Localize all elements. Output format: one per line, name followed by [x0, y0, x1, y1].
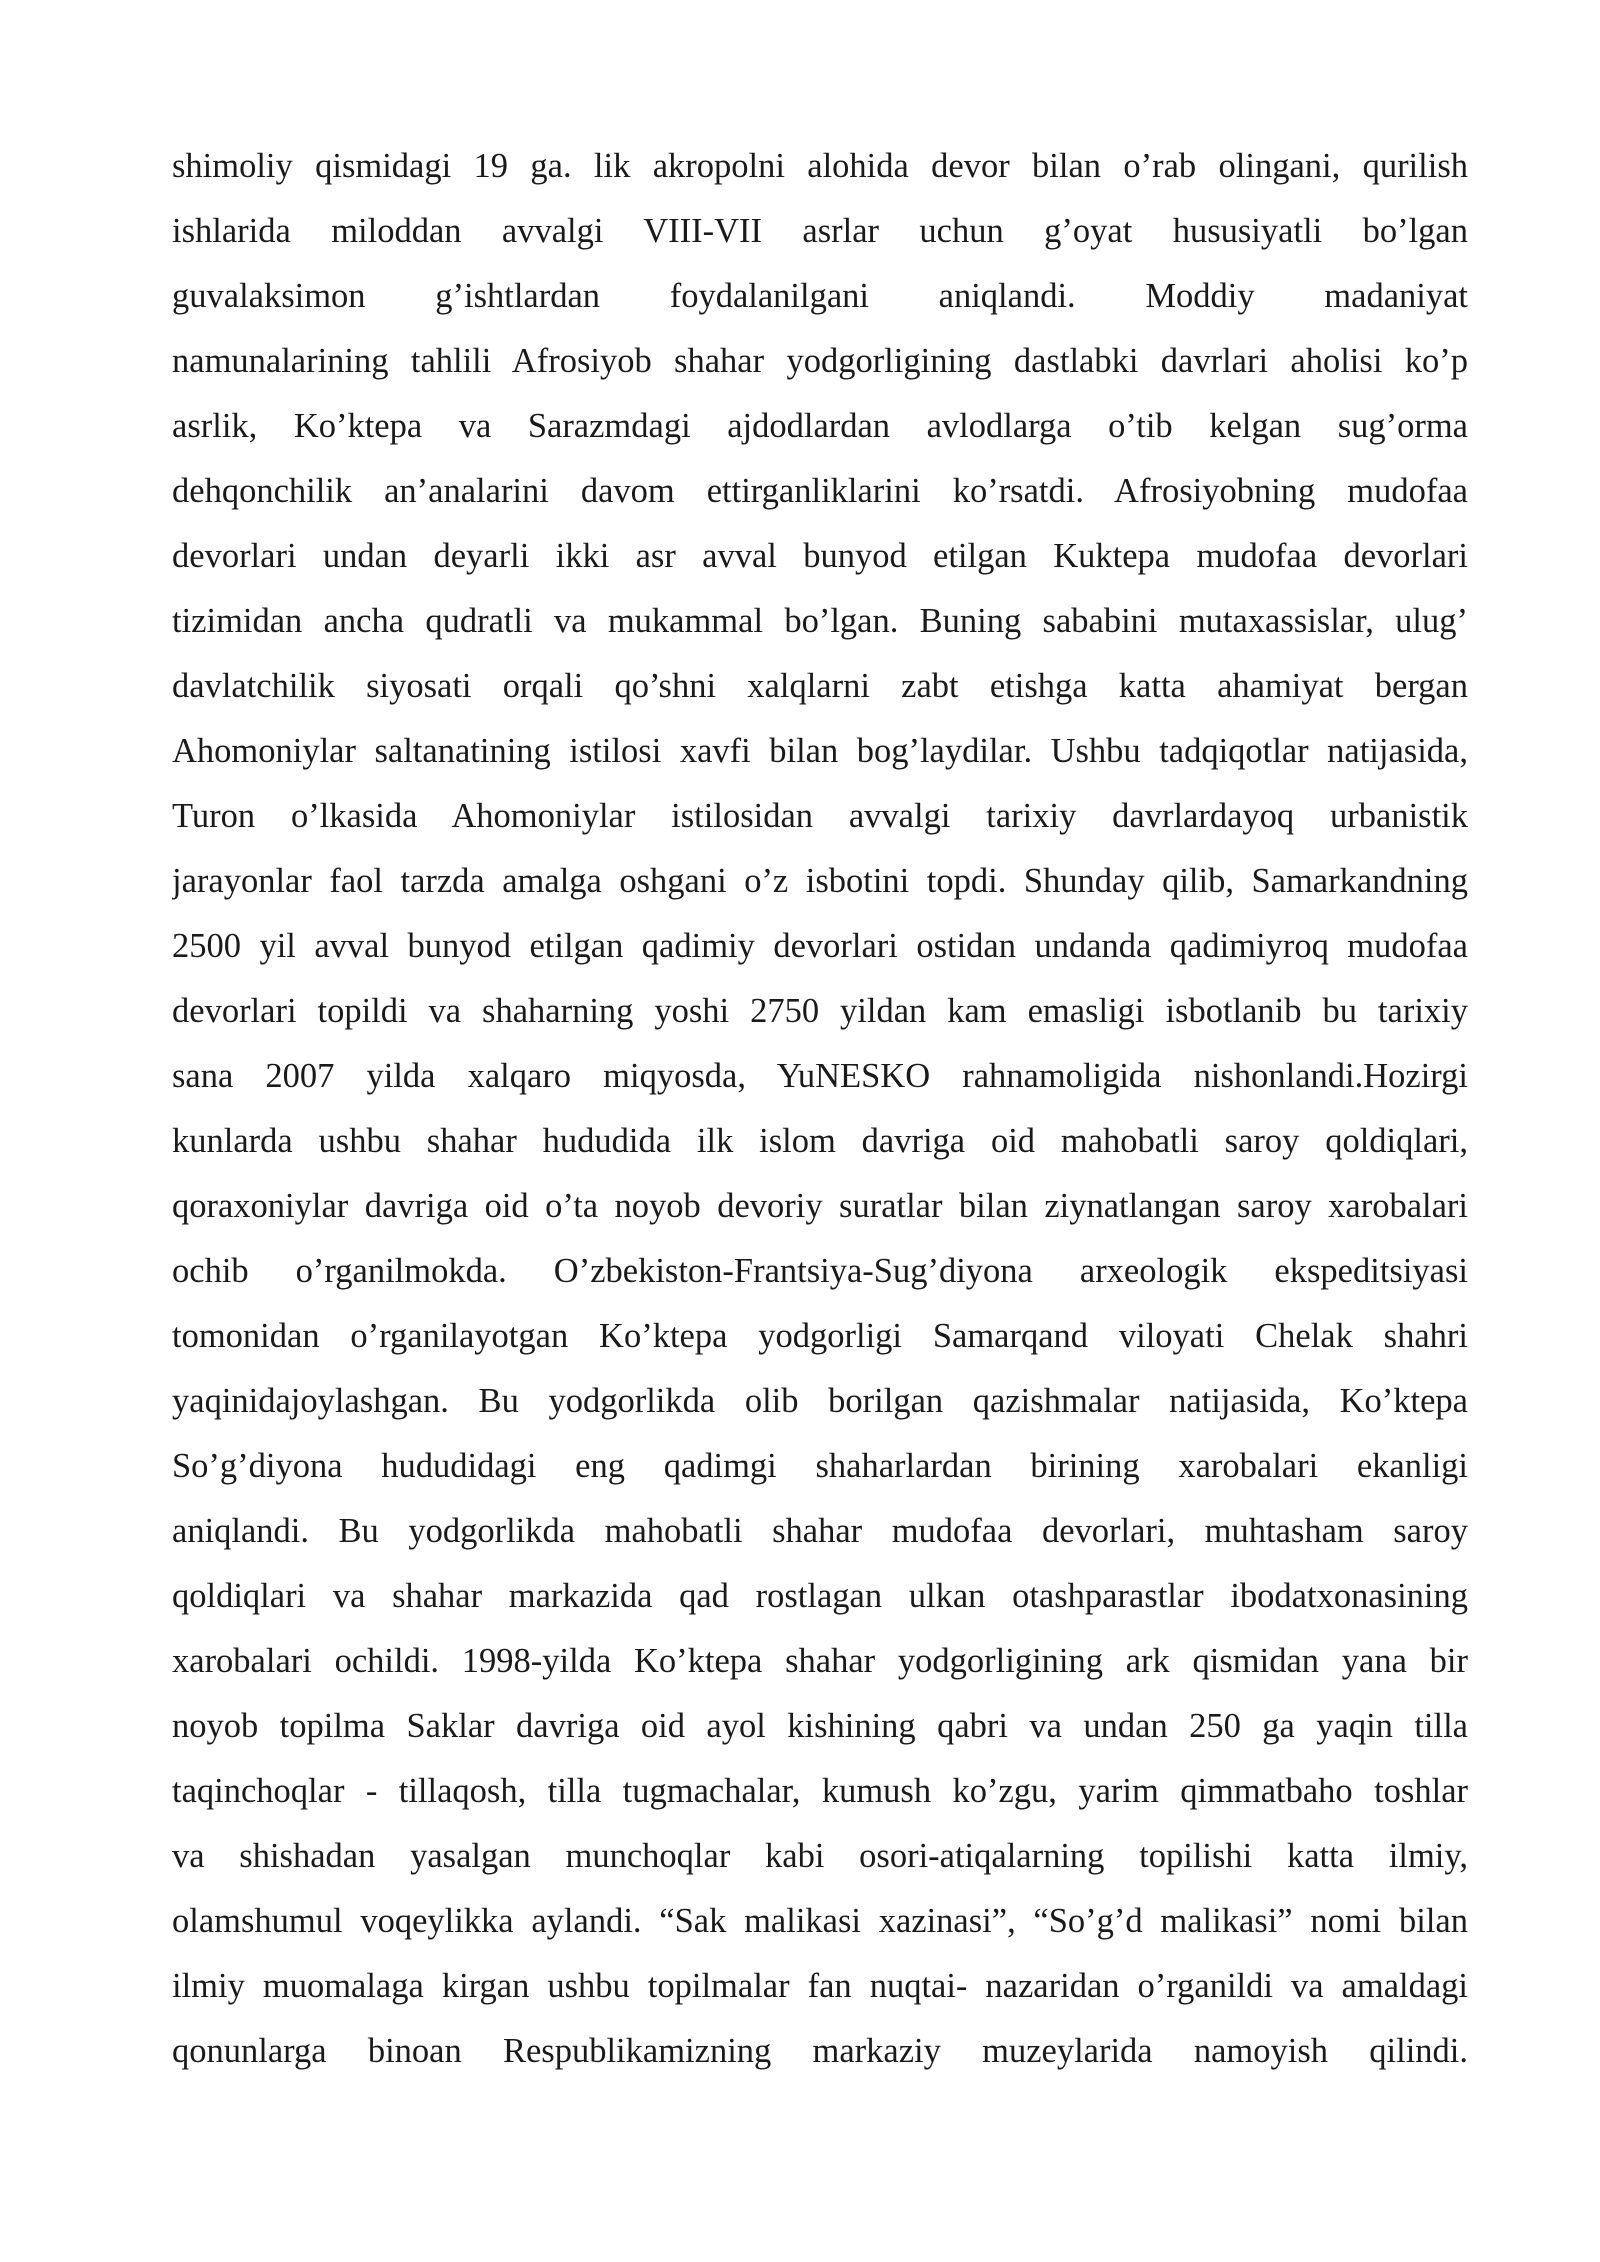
body-paragraph	[172, 134, 1468, 2084]
text-line: ochib o’rganilmokda. O’zbekiston-Frantsiya-Sug’diyona arxeologik ekspeditsiyasi	[172, 1252, 1468, 1290]
text-line: asrlik, Ko’ktepa va Sarazmdagi ajdodlardan avlodlarga o’tib kelgan sug’orma	[172, 407, 1468, 445]
text-line: devorlari topildi va shaharning yoshi 2750 yildan kam emasligi isbotlanib bu tarixiy	[172, 992, 1468, 1030]
text-line: dehqonchilik an’analarini davom ettirganliklarini ko’rsatdi. Afrosiyobning mudofaa	[172, 472, 1468, 510]
text-line: jarayonlar faol tarzda amalga oshgani o’z isbotini topdi. Shunday qilib, Samarkandning	[172, 862, 1468, 900]
text-line: aniqlandi. Bu yodgorlikda mahobatli shahar mudofaa devorlari, muhtasham saroy	[172, 1512, 1468, 1550]
text-line: va shishadan yasalgan munchoqlar kabi osori-atiqalarning topilishi katta ilmiy,	[172, 1837, 1468, 1875]
text-line: qonunlarga binoan Respublikamizning markaziy muzeylarida namoyish qilindi.	[172, 2032, 1468, 2070]
text-line: Turon o’lkasida Ahomoniylar istilosidan avvalgi tarixiy davrlardayoq urbanistik	[172, 797, 1468, 835]
text-line: sana 2007 yilda xalqaro miqyosda, YuNESKO rahnamoligida nishonlandi.Hozirgi	[172, 1057, 1468, 1095]
text-line: tomonidan o’rganilayotgan Ko’ktepa yodgorligi Samarqand viloyati Chelak shahri	[172, 1317, 1468, 1355]
text-line: 2500 yil avval bunyod etilgan qadimiy devorlari ostidan undanda qadimiyroq mudofaa	[172, 927, 1468, 965]
text-line: taqinchoqlar - tillaqosh, tilla tugmachalar, kumush ko’zgu, yarim qimmatbaho toshlar	[172, 1772, 1468, 1810]
text-line: xarobalari ochildi. 1998-yilda Ko’ktepa shahar yodgorligining ark qismidan yana bir	[172, 1642, 1468, 1680]
text-line: namunalarining tahlili Afrosiyob shahar yodgorligining dastlabki davrlari aholisi ko’p	[172, 342, 1468, 380]
text-line: olamshumul voqeylikka aylandi. “Sak malikasi xazinasi”, “So’g’d malikasi” nomi bilan	[172, 1902, 1468, 1940]
text-line: ishlarida miloddan avvalgi VIII-VII asrlar uchun g’oyat hususiyatli bo’lgan	[172, 212, 1468, 250]
text-line: guvalaksimon g’ishtlardan foydalanilgani aniqlandi. Moddiy madaniyat	[172, 277, 1468, 315]
text-line: kunlarda ushbu shahar hududida ilk islom davriga oid mahobatli saroy qoldiqlari,	[172, 1122, 1468, 1160]
text-line: yaqinidajoylashgan. Bu yodgorlikda olib borilgan qazishmalar natijasida, Ko’ktepa	[172, 1382, 1468, 1420]
text-line: noyob topilma Saklar davriga oid ayol kishining qabri va undan 250 ga yaqin tilla	[172, 1707, 1468, 1745]
text-line: davlatchilik siyosati orqali qo’shni xalqlarni zabt etishga katta ahamiyat bergan	[172, 667, 1468, 705]
text-line: ilmiy muomalaga kirgan ushbu topilmalar fan nuqtai- nazaridan o’rganildi va amaldagi	[172, 1967, 1468, 2005]
text-line: Ahomoniylar saltanatining istilosi xavfi bilan bog’laydilar. Ushbu tadqiqotlar natijasida,	[172, 732, 1468, 770]
text-line: shimoliy qismidagi 19 ga. lik akropolni alohida devor bilan o’rab olingani, qurilish	[172, 147, 1468, 185]
text-line: qoldiqlari va shahar markazida qad rostlagan ulkan otashparastlar ibodatxonasining	[172, 1577, 1468, 1615]
text-line: So’g’diyona hududidagi eng qadimgi shaharlardan birining xarobalari ekanligi	[172, 1447, 1468, 1485]
text-line: devorlari undan deyarli ikki asr avval bunyod etilgan Kuktepa mudofaa devorlari	[172, 537, 1468, 575]
text-line: tizimidan ancha qudratli va mukammal bo’lgan. Buning sababini mutaxassislar, ulug’	[172, 602, 1468, 640]
text-line: qoraxoniylar davriga oid o’ta noyob devoriy suratlar bilan ziynatlangan saroy xarobalari	[172, 1187, 1468, 1225]
